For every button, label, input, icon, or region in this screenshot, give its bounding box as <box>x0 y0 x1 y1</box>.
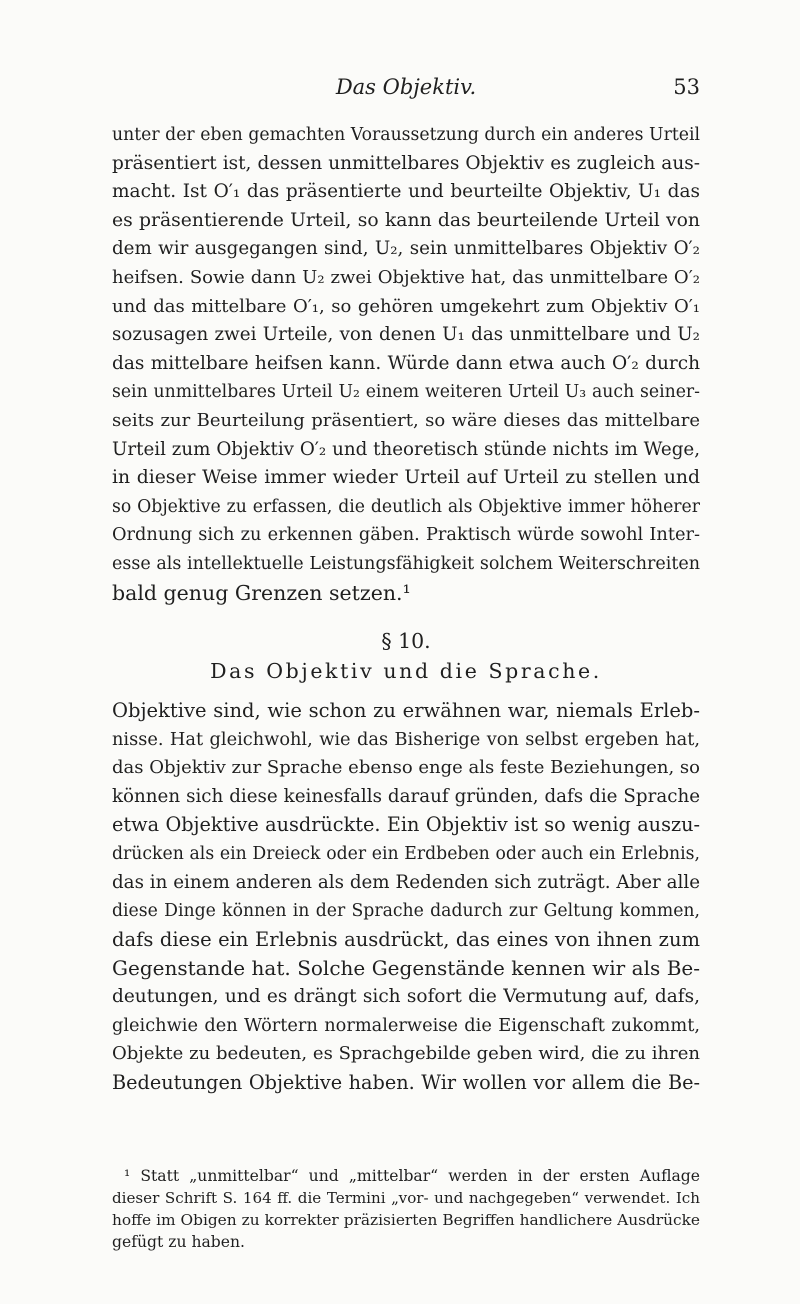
footnote <box>112 1165 700 1253</box>
text-line: sozusagen zwei Urteile, von denen U₁ das unmittelbare und U₂ <box>112 324 700 346</box>
text-line: das in einem anderen als dem Redenden sich zuträgt. Aber alle <box>112 871 700 893</box>
text-line: Ordnung sich zu erkennen gäben. Praktisch würde sowohl Inter- <box>112 525 700 546</box>
text-line: das Objektiv zur Sprache ebenso enge als feste Beziehungen, so <box>112 757 700 779</box>
text-line: Urteil zum Objektiv O′₂ und theoretisch stünde nichts im Wege, <box>112 438 700 460</box>
text-line: macht. Ist O′₁ das präsentierte und beurteilte Objektiv, U₁ das <box>112 181 700 203</box>
text-line: unter der eben gemachten Voraussetzung durch ein anderes Urteil <box>112 125 700 145</box>
text-line: Objekte zu bedeuten, es Sprachgebilde geben wird, die zu ihren <box>112 1043 700 1065</box>
footnote-line: dieser Schrift S. 164 ff. die Termini „vor- und nachgegeben“ verwendet. Ich <box>112 1189 700 1207</box>
text-line: esse als intellektuelle Leistungsfähigkeit solchem Weiterschreiten <box>112 553 700 574</box>
footnote-line: ¹ Statt „unmittelbar“ und „mittelbar“ werden in der ersten Auflage <box>124 1167 700 1185</box>
text-line: Objektive sind, wie schon zu erwähnen war, niemals Erleb- <box>112 699 700 722</box>
paragraph-2 <box>112 697 700 1097</box>
page-number: 53 <box>673 75 700 99</box>
text-line: diese Dinge können in der Sprache dadurch zur Geltung kommen, <box>112 901 700 922</box>
text-line: heifsen. Sowie dann U₂ zwei Objektive hat, das unmittelbare O′₂ <box>112 266 700 288</box>
section-number: § 10. <box>381 629 431 653</box>
footnote-line: gefügt zu haben. <box>112 1233 245 1251</box>
text-line: dem wir ausgegangen sind, U₂, sein unmittelbares Objektiv O′₂ <box>112 238 700 260</box>
text-line: Gegenstande hat. Solche Gegenstände kennen wir als Be- <box>112 956 700 981</box>
text-line: dafs diese ein Erlebnis ausdrückt, das eines von ihnen zum <box>112 927 700 951</box>
running-title: Das Objektiv. <box>335 75 477 99</box>
text-line: bald genug Grenzen setzen.¹ <box>112 580 411 605</box>
paragraph-1 <box>112 121 700 607</box>
text-line: und das mittelbare O′₁, so gehören umgekehrt zum Objektiv O′₁ <box>112 295 700 317</box>
text-line: das mittelbare heifsen kann. Würde dann etwa auch O′₂ durch <box>112 352 700 374</box>
text-line: es präsentierende Urteil, so kann das beurteilende Urteil von <box>112 209 700 231</box>
text-line: so Objektive zu erfassen, die deutlich als Objektive immer höherer <box>112 496 700 517</box>
text-line: in dieser Weise immer wieder Urteil auf Urteil zu stellen und <box>112 467 700 489</box>
text-line: präsentiert ist, dessen unmittelbares Objektiv es zugleich aus- <box>112 152 700 174</box>
text-line: sein unmittelbares Urteil U₂ einem weiteren Urteil U₃ auch seiner- <box>112 382 700 403</box>
text-line: nisse. Hat gleichwohl, wie das Bisherige von selbst ergeben hat, <box>112 729 700 750</box>
text-line: seits zur Beurteilung präsentiert, so wäre dieses das mittelbare <box>112 409 700 431</box>
text-line: Bedeutungen Objektive haben. Wir wollen vor allem die Be- <box>112 1070 700 1094</box>
text-line: können sich diese keinesfalls darauf gründen, dafs die Sprache <box>112 785 700 807</box>
page-header <box>112 72 700 102</box>
text-line: deutungen, und es drängt sich sofort die Vermutung auf, dafs, <box>112 985 700 1007</box>
text-line: drücken als ein Dreieck oder ein Erdbeben oder auch ein Erlebnis, <box>112 843 700 864</box>
text-line: etwa Objektive ausdrückte. Ein Objektiv ist so wenig auszu- <box>112 813 700 837</box>
text-line: gleichwie den Wörtern normalerweise die Eigenschaft zukommt, <box>112 1015 700 1036</box>
section-title: Das Objektiv und die Sprache. <box>210 659 602 683</box>
footnote-line: hoffe im Obigen zu korrekter präzisierten Begriffen handlichere Ausdrücke <box>112 1211 700 1229</box>
